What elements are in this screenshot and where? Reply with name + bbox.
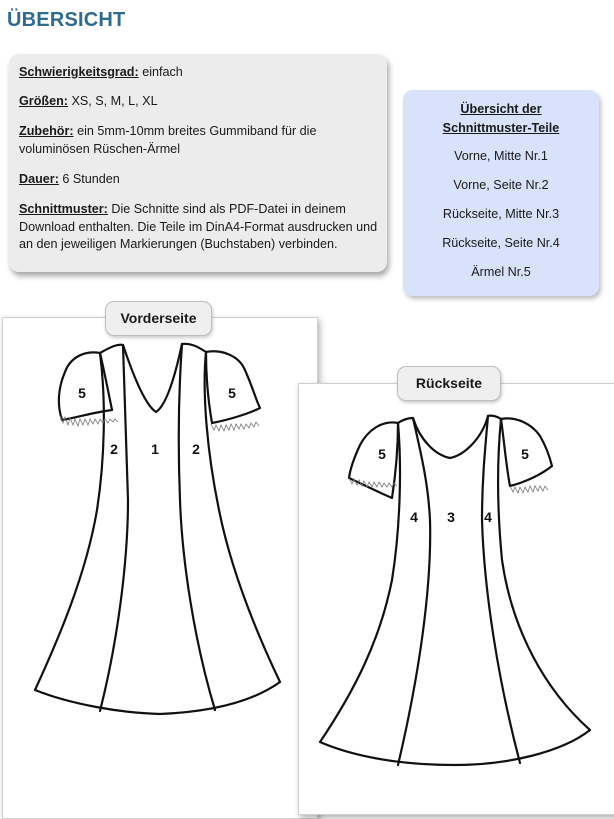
duration-value: 6 Stunden (62, 172, 120, 186)
accessories-value: ein 5mm-10mm breites Gummiband für die voluminösen Rüschen-Ärmel (19, 124, 317, 156)
back-right-ruffle (510, 486, 548, 493)
front-center-number: 1 (151, 441, 159, 457)
accessories-label: Zubehör: (19, 124, 74, 138)
sizes-value: XS, S, M, L, XL (71, 94, 158, 108)
parts-item: Ärmel Nr.5 (471, 265, 531, 279)
difficulty-value: einfach (142, 65, 183, 79)
front-right-sleeve-number: 5 (228, 385, 236, 401)
page-title: ÜBERSICHT (7, 9, 126, 31)
difficulty-label: Schwierigkeitsgrad: (19, 65, 139, 79)
back-left-sleeve (349, 422, 398, 498)
parts-heading-line1: Übersicht der (460, 102, 542, 116)
front-left-side-number: 2 (110, 441, 118, 457)
back-left-sleeve-number: 5 (378, 446, 386, 462)
parts-item: Vorne, Seite Nr.2 (453, 178, 549, 192)
front-left-sleeve-number: 5 (78, 385, 86, 401)
back-center-number: 3 (447, 509, 455, 525)
back-right-seam (482, 416, 520, 763)
back-label: Rückseite (397, 366, 501, 401)
back-right-side-number: 4 (484, 509, 492, 525)
pattern-value: Die Schnitte sind als PDF-Datei in deinem Download enthalten. Die Teile im DinA4-Format ausdrucken und an den jeweiligen Markierungen (Buchstaben) verbinden. (19, 202, 378, 251)
sizes-label: Größen: (19, 94, 68, 108)
front-label: Vorderseite (105, 301, 212, 336)
back-left-side-number: 4 (410, 509, 418, 525)
parts-item: Vorne, Mitte Nr.1 (454, 149, 548, 163)
duration-label: Dauer: (19, 172, 59, 186)
parts-heading-line2: Schnittmuster-Teile (442, 121, 560, 135)
back-left-seam (398, 418, 430, 765)
parts-item: Rückseite, Mitte Nr.3 (442, 207, 560, 221)
front-right-side-number: 2 (192, 441, 200, 457)
back-right-sleeve-number: 5 (521, 446, 529, 462)
pattern-label: Schnittmuster: (19, 202, 108, 216)
parts-item: Rückseite, Seite Nr.4 (442, 236, 560, 250)
